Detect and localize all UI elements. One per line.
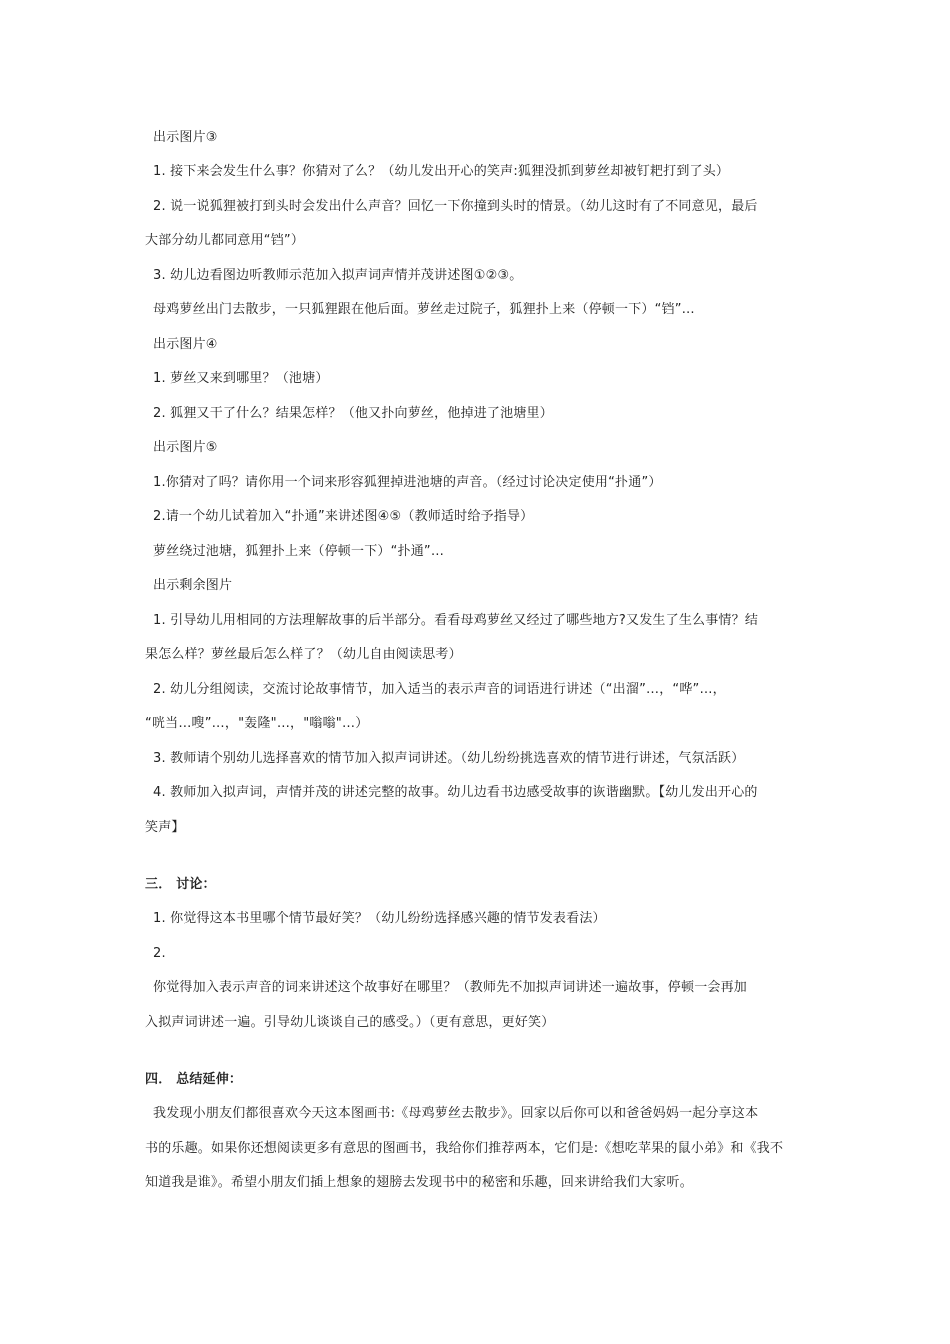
section-heading: 三． 讨论： (145, 877, 216, 892)
text-line: 书的乐趣。如果你还想阅读更多有意思的图画书，我给你们推荐两本，它们是:《想吃苹果的鼠小弟》和《我不 (145, 1141, 784, 1156)
text-line: 1. 接下来会发生什么事？你猜对了么？（幼儿发出开心的笑声:狐狸没抓到萝丝却被钉耙打到了头） (153, 164, 730, 179)
text-line: 入拟声词讲述一遍。引导幼儿谈谈自己的感受。）（更有意思，更好笑） (145, 1015, 555, 1030)
text-line: 萝丝绕过池塘，狐狸扑上来（停顿一下）“扑通”… (153, 544, 445, 559)
text-line: 出示图片③ (153, 130, 218, 145)
text-line: 4. 教师加入拟声词，声情并茂的讲述完整的故事。幼儿边看书边感受故事的诙谐幽默。【幼儿发出开心的 (153, 785, 758, 800)
text-line: 2. (153, 946, 166, 961)
text-line: 出示图片⑤ (153, 440, 218, 455)
text-line: 2. 狐狸又干了什么？结果怎样？（他又扑向萝丝，他掉进了池塘里） (153, 406, 553, 421)
text-line: 2.请一个幼儿试着加入“扑通”来讲述图④⑤（教师适时给予指导） (153, 509, 534, 524)
text-line: 母鸡萝丝出门去散步，一只狐狸跟在他后面。萝丝走过院子，狐狸扑上来（停顿一下）“铛”… (153, 302, 695, 317)
text-line: 2. 说一说狐狸被打到头时会发出什么声音？回忆一下你撞到头时的情景。（幼儿这时有了不同意见，最后 (153, 199, 758, 214)
text-line: 我发现小朋友们都很喜欢今天这本图画书:《母鸡萝丝去散步》。回家以后你可以和爸爸妈妈一起分享这本 (153, 1106, 759, 1121)
text-line: 1. 你觉得这本书里哪个情节最好笑？（幼儿纷纷选择感兴趣的情节发表看法） (153, 911, 606, 926)
text-line: 大部分幼儿都同意用“铛”） (145, 233, 305, 248)
text-line: 3. 教师请个别幼儿选择喜欢的情节加入拟声词讲述。（幼儿纷纷挑选喜欢的情节进行讲述，气氛活跃） (153, 751, 745, 766)
section-heading: 四． 总结延伸： (145, 1072, 243, 1087)
text-line: 果怎么样？萝丝最后怎么样了？（幼儿自由阅读思考） (145, 647, 462, 662)
text-line: 1. 萝丝又来到哪里？（池塘） (153, 371, 329, 386)
text-line: “咣当…嗖”…，"轰隆"…，"嗡嗡"…） (145, 716, 369, 731)
text-line: 2. 幼儿分组阅读，交流讨论故事情节，加入适当的表示声音的词语进行讲述（“出溜”…，“哗”…， (153, 682, 726, 697)
text-line: 你觉得加入表示声音的词来讲述这个故事好在哪里？（教师先不加拟声词讲述一遍故事，停顿一会再加 (153, 980, 748, 995)
text-line: 出示图片④ (153, 337, 218, 352)
text-line: 3. 幼儿边看图边听教师示范加入拟声词声情并茂讲述图①②③。 (153, 268, 523, 283)
text-line: 1. 引导幼儿用相同的方法理解故事的后半部分。看看母鸡萝丝又经过了哪些地方?又发生了生么事情？结 (153, 613, 759, 628)
text-line: 1.你猜对了吗？请你用一个词来形容狐狸掉进池塘的声音。（经过讨论决定使用“扑通”） (153, 475, 662, 490)
text-line: 笑声】 (145, 820, 185, 835)
text-line: 知道我是谁》。希望小朋友们插上想象的翅膀去发现书中的秘密和乐趣，回来讲给我们大家听。 (145, 1175, 693, 1190)
text-line: 出示剩余图片 (153, 578, 233, 593)
